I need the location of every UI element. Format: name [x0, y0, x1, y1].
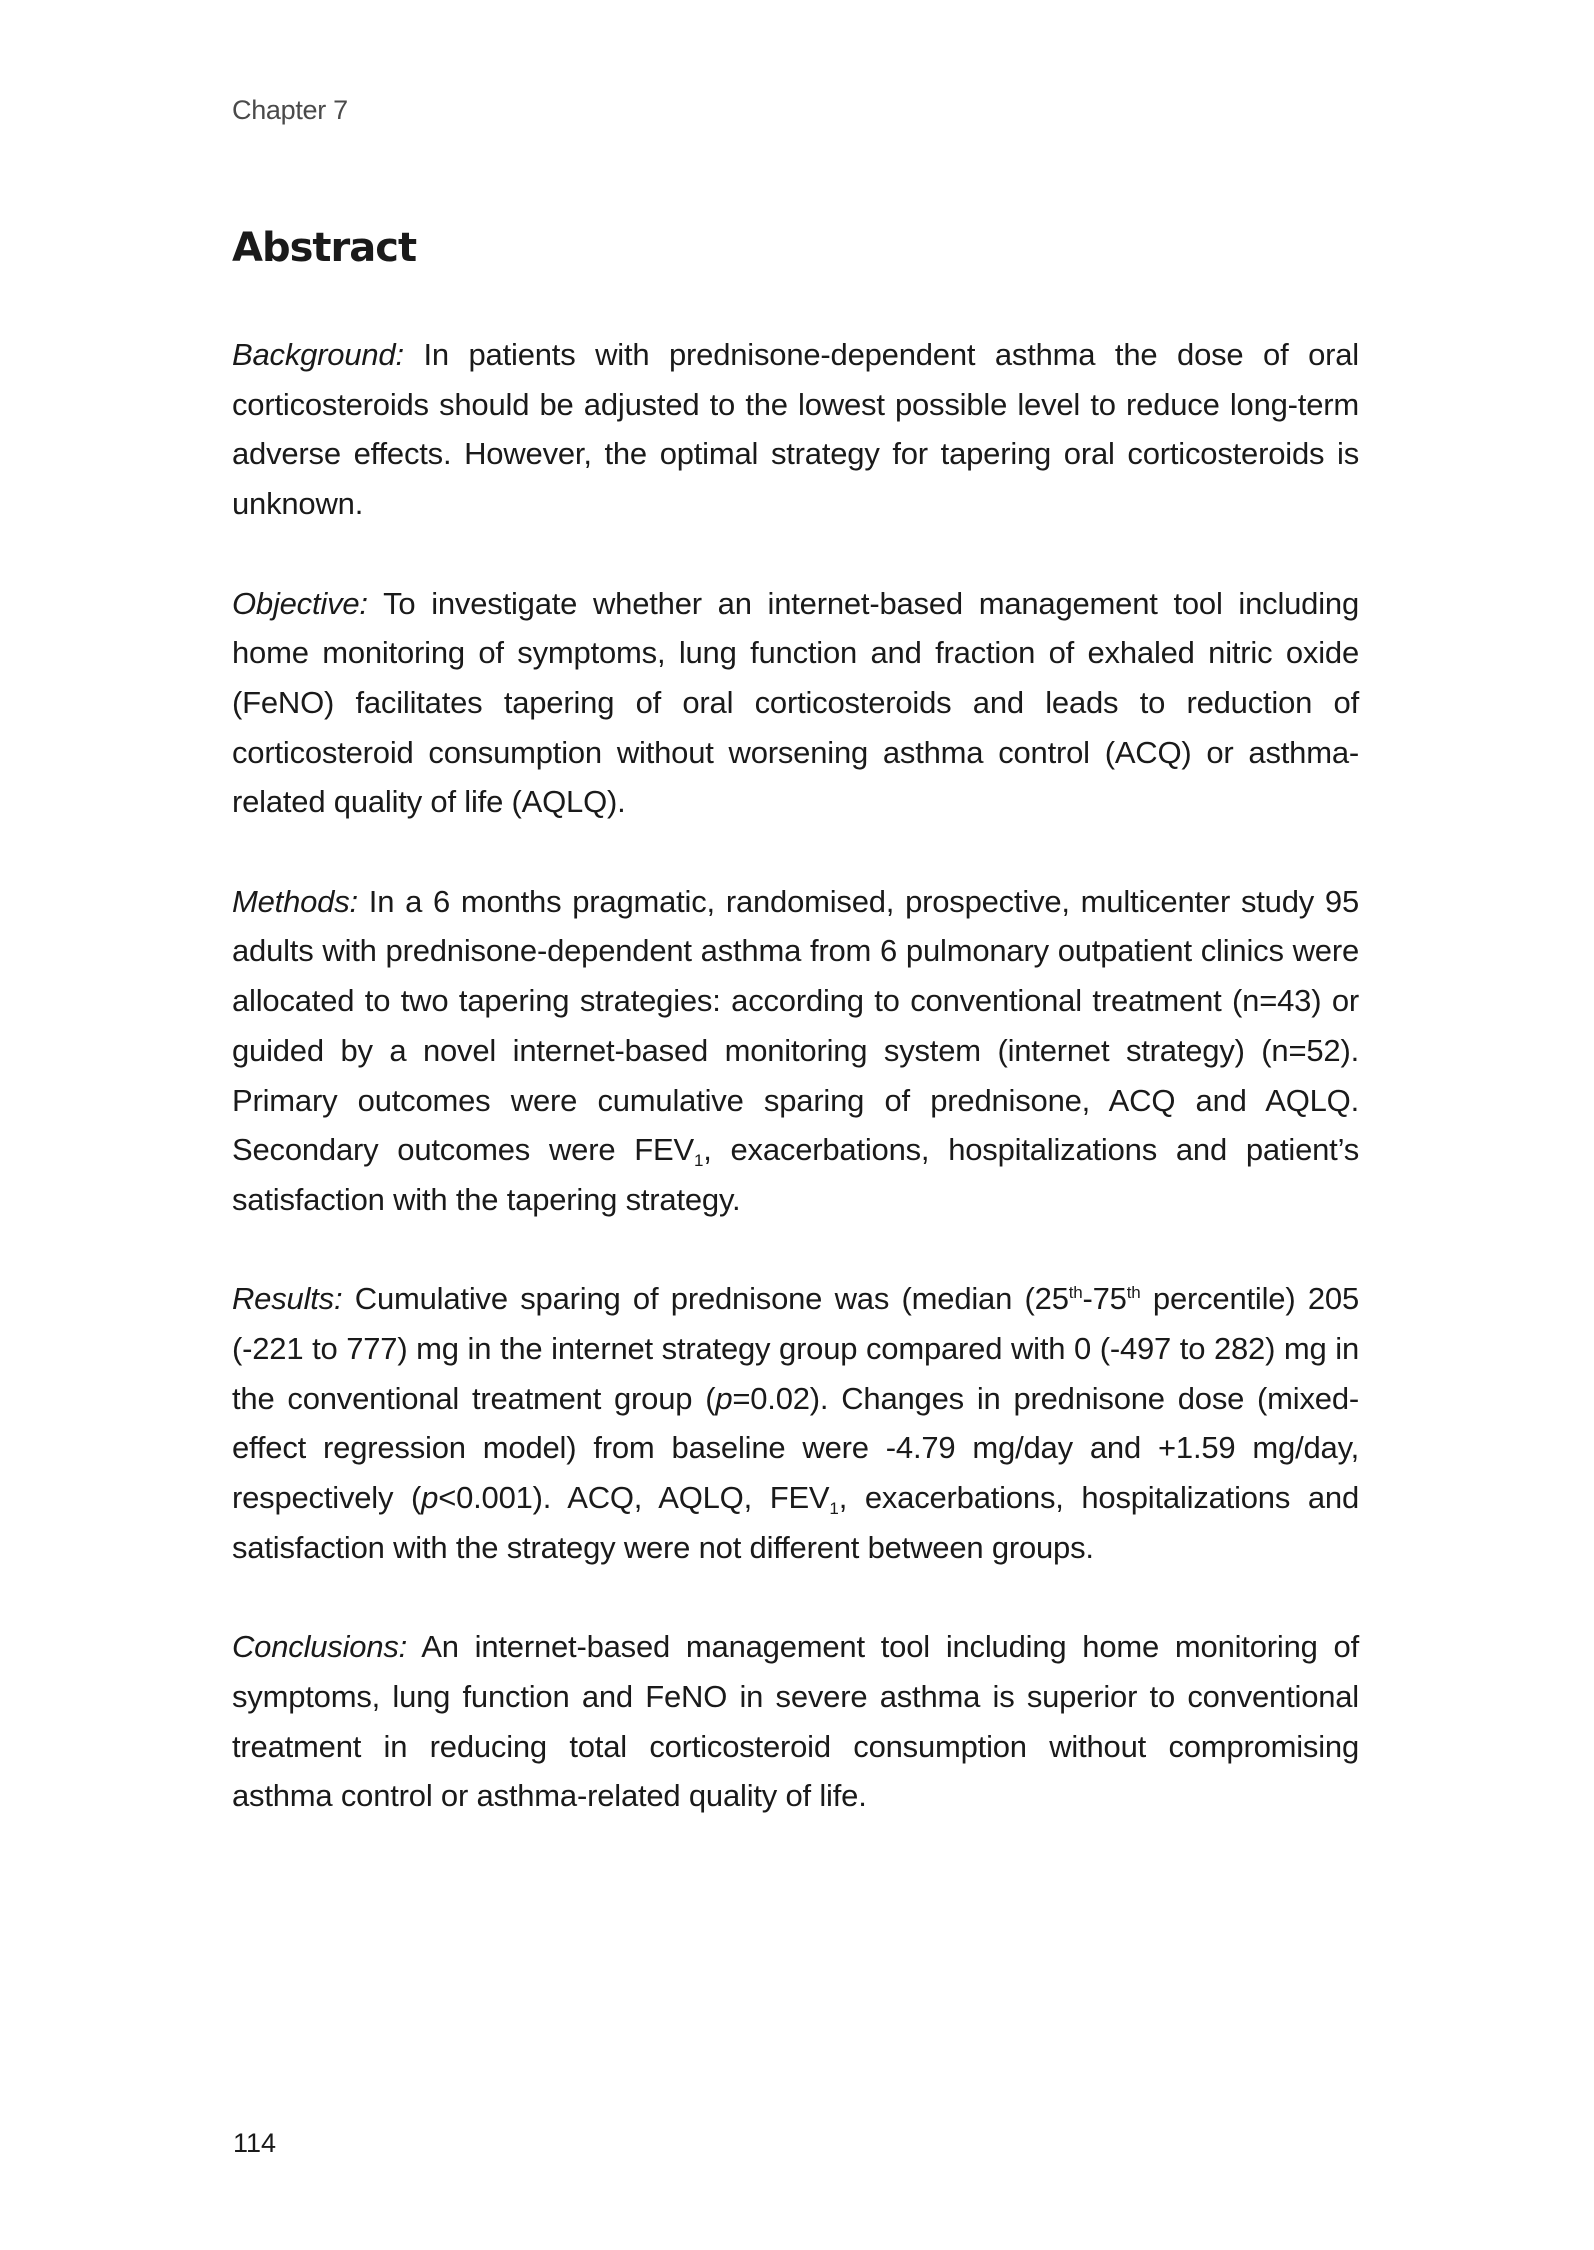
conclusions-paragraph	[232, 1622, 1359, 1821]
page-number: 114	[233, 2128, 277, 2158]
methods-text: In a 6 months pragmatic, randomised, prospective, multicenter study 95 adults with prednisone-dependent asthma from 6 pulmonary outpatient clinics were allocated to two tapering strategies: according to conventional treatment (n=43) or guided by a novel internet-based monitoring system (internet strategy) (n=52). Primary outcomes were cumulative sparing of prednisone, ACQ and AQLQ. Secondary outcomes were FEV	[232, 883, 1359, 1168]
running-head: Chapter 7	[232, 95, 348, 125]
ordinal-superscript: th	[1126, 1283, 1141, 1303]
conclusions-text: An internet-based management tool including home monitoring of symptoms, lung function and FeNO in severe asthma is superior to conventional treatment in reducing total corticosteroid consumption without compromising asthma control or asthma-related quality of life.	[232, 1629, 1359, 1814]
results-text: =0.02). Changes in prednisone dose (mixed-effect regression model) from baseline were -4.79 mg/day and +1.59 mg/day, respectively (	[232, 1380, 1359, 1516]
results-paragraph	[232, 1274, 1359, 1572]
objective-label: Objective:	[232, 585, 368, 621]
p-value-symbol: p	[421, 1480, 439, 1516]
results-text: <0.001). ACQ, AQLQ, FEV	[438, 1480, 830, 1516]
section-title: Abstract	[232, 225, 417, 271]
methods-label: Methods:	[232, 883, 358, 919]
fev-subscript: 1	[693, 1151, 704, 1171]
conclusions-label: Conclusions:	[232, 1629, 408, 1665]
results-text: percentile) 205 (-221 to 777) mg in the internet strategy group compared with 0 (-497 to 282) mg in the conventional treatment group (	[232, 1281, 1359, 1416]
objective-text: To investigate whether an internet-based management tool including home monitoring of symptoms, lung function and fraction of exhaled nitric oxide (FeNO) facilitates tapering of oral corticosteroids and leads to reduction of corticosteroid consumption without worsening asthma control (ACQ) or asthma-related quality of life (AQLQ).	[232, 585, 1359, 820]
results-text: , exacerbations, hospitalizations and satisfaction with the strategy were not different between groups.	[232, 1480, 1359, 1565]
results-text: -75	[1082, 1281, 1127, 1317]
fev-subscript: 1	[829, 1499, 839, 1519]
objective-paragraph	[232, 579, 1359, 828]
methods-text-cont: , exacerbations, hospitalizations and patient’s satisfaction with the tapering strategy.	[232, 1132, 1359, 1217]
results-text: Cumulative sparing of prednisone was (median (25	[342, 1281, 1069, 1317]
abstract-body	[232, 330, 1359, 1871]
background-label: Background:	[232, 337, 404, 372]
methods-paragraph	[232, 877, 1359, 1225]
background-paragraph	[232, 330, 1359, 529]
background-text: In patients with prednisone-dependent asthma the dose of oral corticosteroids should be adjusted to the lowest possible level to reduce long-term adverse effects. However, the optimal strategy for tapering oral corticosteroids is unknown.	[232, 337, 1359, 522]
p-value-symbol: p	[715, 1380, 733, 1416]
results-label: Results:	[232, 1281, 343, 1317]
ordinal-superscript: th	[1068, 1283, 1083, 1303]
